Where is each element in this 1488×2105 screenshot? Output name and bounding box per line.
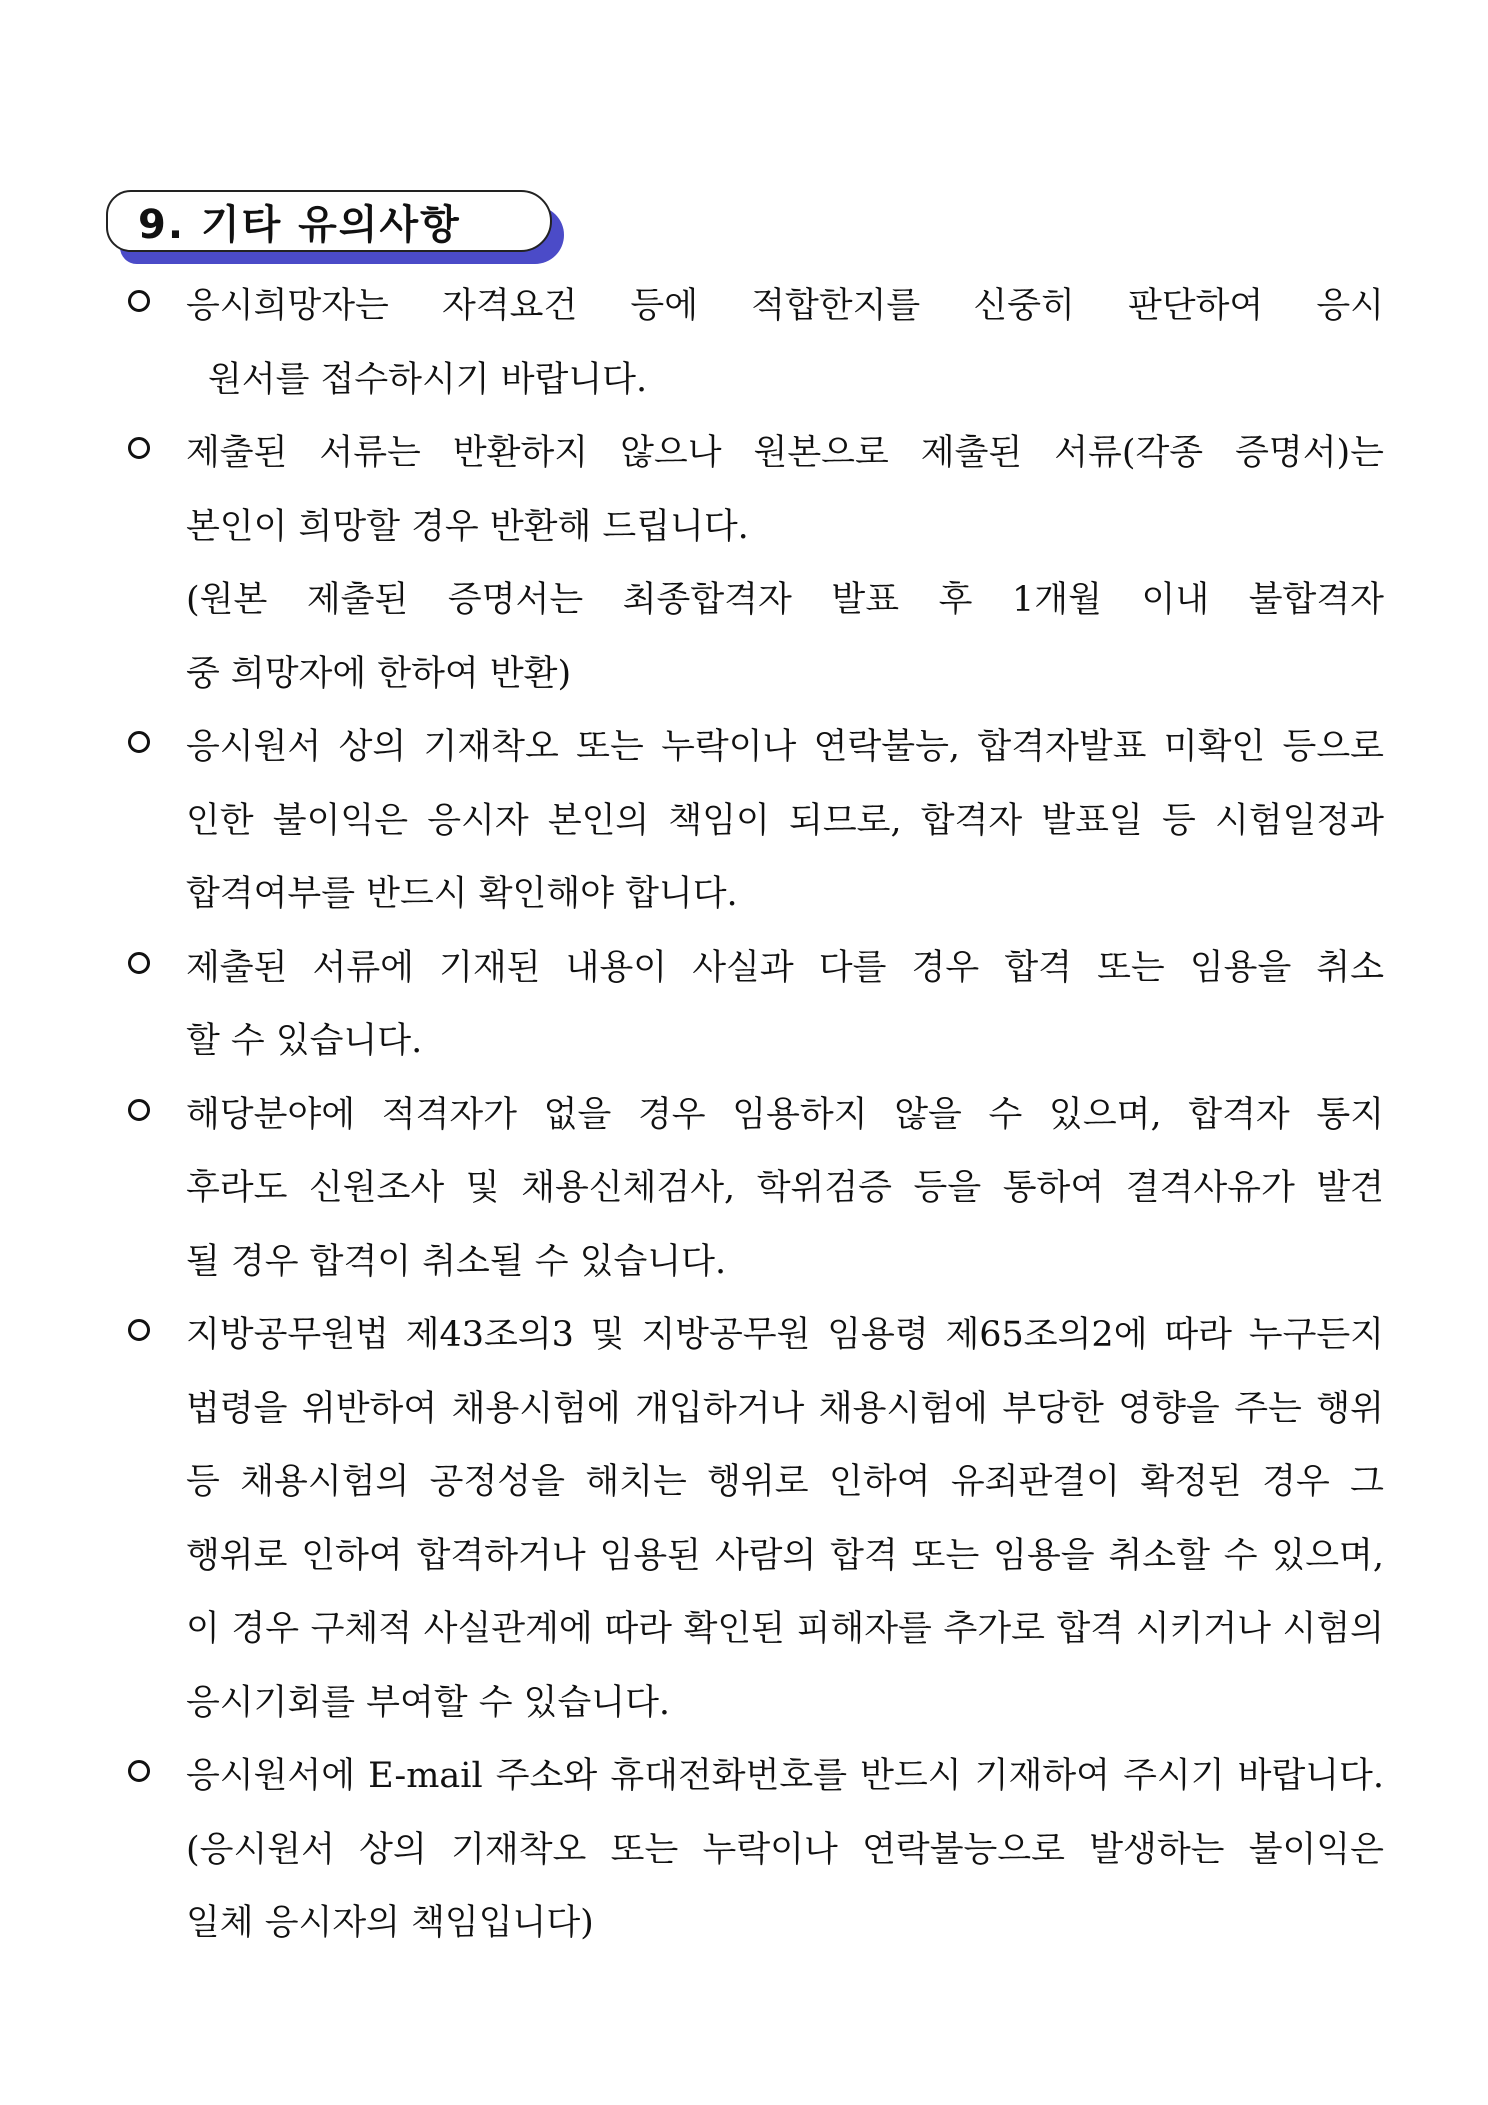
notice-line: 할 수 있습니다. bbox=[186, 1021, 423, 1061]
notice-item bbox=[118, 270, 1384, 417]
heading-box bbox=[106, 190, 552, 252]
notice-line: 응시원서에 E-mail 주소와 휴대전화번호를 반드시 기재하여 주시기 바랍니다. bbox=[186, 1756, 1384, 1796]
notice-line: 법령을 위반하여 채용시험에 개입하거나 채용시험에 부당한 영향을 주는 행위 bbox=[186, 1388, 1384, 1429]
notice-line: 응시기회를 부여할 수 있습니다. bbox=[186, 1682, 671, 1723]
notice-line: 중 희망자에 한하여 반환) bbox=[186, 653, 572, 694]
notice-line: 해당분야에 적격자가 없을 경우 임용하지 않을 수 있으며, 합격자 통지 bbox=[186, 1094, 1384, 1135]
circle-bullet-icon bbox=[128, 1319, 150, 1341]
section-title: 9. 기타 유의사항 bbox=[138, 201, 461, 248]
section-heading-badge bbox=[106, 190, 576, 270]
notice-line: 제출된 서류는 반환하지 않으나 원본으로 제출된 서류(각종 증명서)는 bbox=[186, 433, 1384, 473]
notice-item bbox=[118, 1299, 1384, 1740]
notice-line: 제출된 서류에 기재된 내용이 사실과 다를 경우 합격 또는 임용을 취소 bbox=[186, 947, 1384, 988]
notice-line: 행위로 인하여 합격하거나 임용된 사람의 합격 또는 임용을 취소할 수 있으며, bbox=[186, 1535, 1384, 1576]
circle-bullet-icon bbox=[128, 1099, 150, 1121]
notice-list bbox=[118, 270, 1384, 1961]
circle-bullet-icon bbox=[128, 952, 150, 974]
notice-item bbox=[118, 1079, 1384, 1300]
notice-line: 후라도 신원조사 및 채용신체검사, 학위검증 등을 통하여 결격사유가 발견 bbox=[186, 1168, 1384, 1208]
circle-bullet-icon bbox=[128, 290, 150, 312]
notice-line: 될 경우 합격이 취소될 수 있습니다. bbox=[186, 1241, 727, 1282]
notice-line: 응시희망자는 자격요건 등에 적합한지를 신중히 판단하여 응시 bbox=[186, 286, 1384, 326]
notice-item bbox=[118, 932, 1384, 1079]
circle-bullet-icon bbox=[128, 731, 150, 753]
notice-line: 합격여부를 반드시 확인해야 합니다. bbox=[186, 874, 738, 914]
notice-line: 응시원서 상의 기재착오 또는 누락이나 연락불능, 합격자발표 미확인 등으로 bbox=[186, 727, 1384, 767]
notice-item bbox=[118, 711, 1384, 932]
notice-line: 인한 불이익은 응시자 본인의 책임이 되므로, 합격자 발표일 등 시험일정과 bbox=[186, 800, 1384, 841]
notice-line: 원서를 접수하시기 바랍니다. bbox=[208, 359, 648, 400]
notice-line: 일체 응시자의 책임입니다) bbox=[186, 1903, 594, 1943]
notice-line: 지방공무원법 제43조의3 및 지방공무원 임용령 제65조의2에 따라 누구든지 bbox=[186, 1315, 1384, 1355]
circle-bullet-icon bbox=[128, 437, 150, 459]
notice-item bbox=[118, 417, 1384, 711]
circle-bullet-icon bbox=[128, 1760, 150, 1782]
notice-line: 이 경우 구체적 사실관계에 따라 확인된 피해자를 추가로 합격 시키거나 시험의 bbox=[186, 1609, 1384, 1649]
notice-line: (원본 제출된 증명서는 최종합격자 발표 후 1개월 이내 불합격자 bbox=[186, 580, 1384, 620]
notice-line: 본인이 희망할 경우 반환해 드립니다. bbox=[186, 506, 749, 547]
notice-line: (응시원서 상의 기재착오 또는 누락이나 연락불능으로 발생하는 불이익은 bbox=[186, 1829, 1384, 1870]
notice-line: 등 채용시험의 공정성을 해치는 행위로 인하여 유죄판결이 확정된 경우 그 bbox=[186, 1462, 1384, 1502]
notice-item bbox=[118, 1740, 1384, 1961]
